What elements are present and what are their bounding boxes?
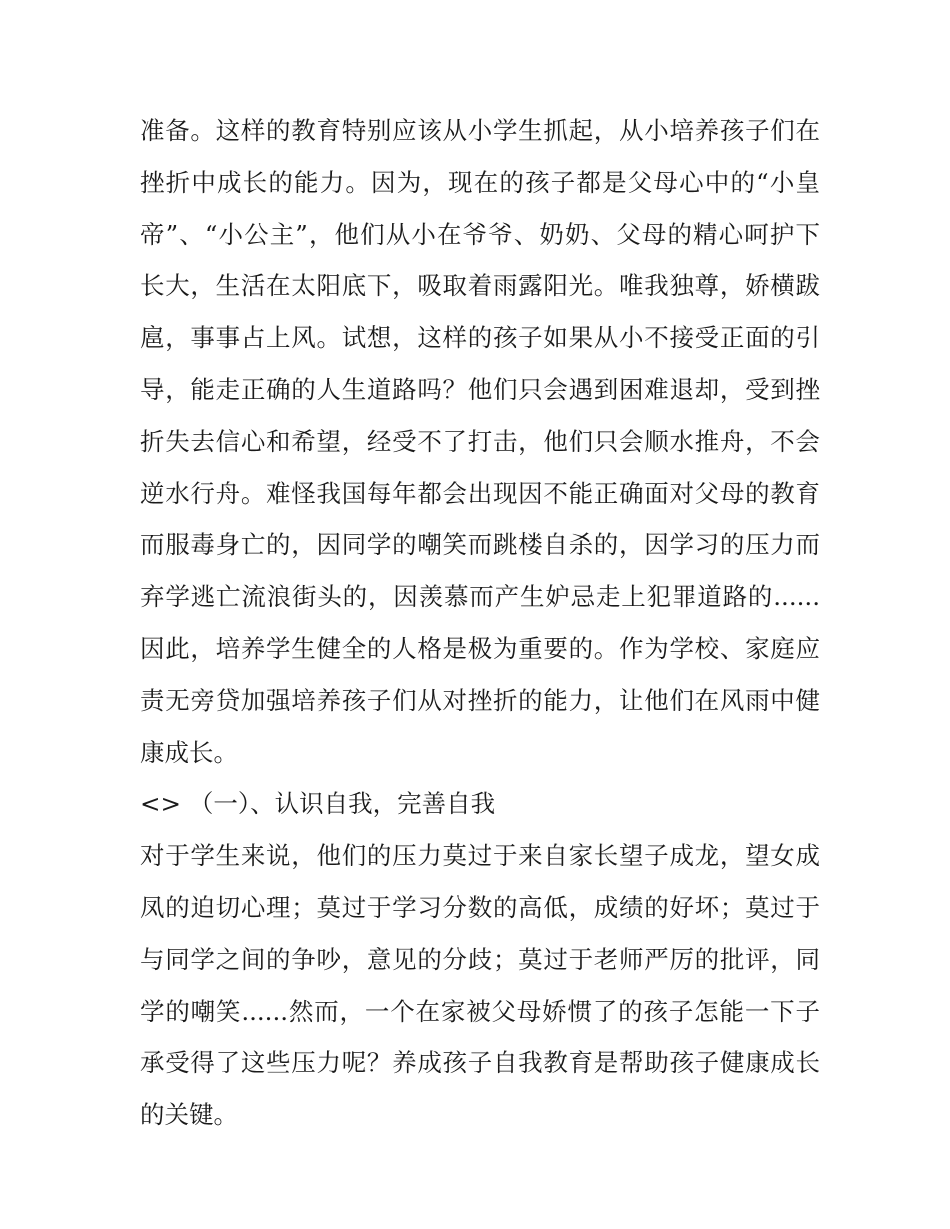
paragraph-line: 帝”、“小公主”，他们从小在爷爷、奶奶、父母的精心呵护下 (140, 219, 820, 249)
paragraph-line: 的关键。 (140, 1100, 238, 1130)
paragraph-line: 逆水行舟。难怪我国每年都会出现因不能正确面对父母的教育 (140, 478, 820, 508)
paragraph-line: 准备。这样的教育特别应该从小学生抓起，从小培养孩子们在 (140, 116, 820, 145)
paragraph-line: 承受得了这些压力呢？养成孩子自我教育是帮助孩子健康成长 (140, 1048, 820, 1078)
paragraph-line: 挫折中成长的能力。因为，现在的孩子都是父母心中的“小皇 (140, 167, 820, 197)
paragraph-line: 折失去信心和希望，经受不了打击，他们只会顺水推舟，不会 (140, 426, 820, 456)
paragraph-line: 扈，事事占上风。试想，这样的孩子如果从小不接受正面的引 (140, 323, 820, 353)
paragraph-line: 而服毒身亡的，因同学的嘲笑而跳楼自杀的，因学习的压力而 (140, 530, 820, 560)
document-body (140, 105, 820, 1141)
paragraph-line: 对于学生来说，他们的压力莫过于来自家长望子成龙，望女成 (140, 841, 820, 871)
paragraph-line: 学的嘲笑......然而，一个在家被父母娇惯了的孩子怎能一下子 (140, 996, 820, 1026)
paragraph-line: 责无旁贷加强培养孩子们从对挫折的能力，让他们在风雨中健 (140, 685, 820, 715)
paragraph-line: 长大，生活在太阳底下，吸取着雨露阳光。唯我独尊，娇横跋 (140, 271, 820, 301)
paragraph-line: 因此，培养学生健全的人格是极为重要的。作为学校、家庭应 (140, 633, 820, 663)
paragraph-line: 凤的迫切心理；莫过于学习分数的高低，成绩的好坏；莫过于 (140, 892, 820, 922)
paragraph-line: 弃学逃亡流浪街头的，因羡慕而产生妒忌走上犯罪道路的...... (140, 582, 820, 612)
paragraph-line: 导，能走正确的人生道路吗？他们只会遇到困难退却，受到挫 (140, 374, 820, 404)
paragraph-line: 康成长。 (140, 737, 238, 767)
paragraph-line: 与同学之间的争吵，意见的分歧；莫过于老师严厉的批评，同 (140, 944, 820, 974)
section-heading: <> （一）、认识自我，完善自我 (140, 789, 496, 819)
